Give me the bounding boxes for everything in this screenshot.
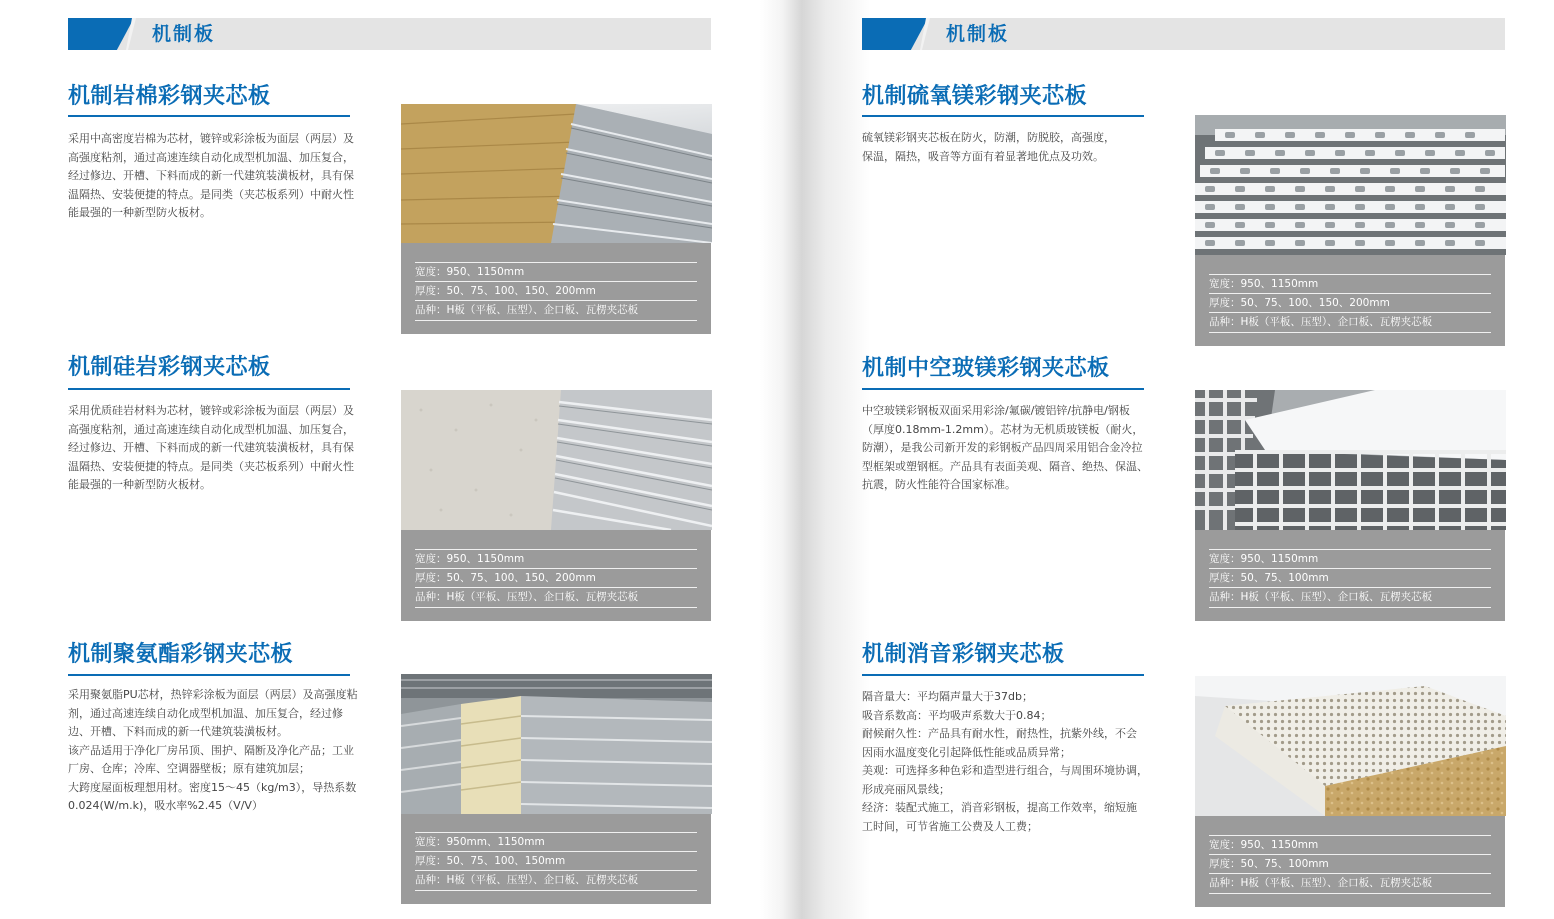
section-description bbox=[68, 402, 368, 495]
section-title: 机制聚氨酯彩钢夹芯板 bbox=[68, 642, 294, 667]
title-underline bbox=[68, 674, 350, 676]
section-title: 机制硫氧镁彩钢夹芯板 bbox=[862, 84, 1088, 109]
description-line: 美观：可选择多种色彩和造型进行组合，与周围环境协调， bbox=[862, 764, 1148, 777]
spec-width: 宽度：950、1150mm bbox=[415, 262, 697, 282]
title-underline bbox=[68, 115, 350, 117]
section-description bbox=[862, 402, 1162, 495]
description-line: 厂房、仓库；冷库、空调器壁板；原有建筑加层； bbox=[68, 762, 310, 775]
title-underline bbox=[68, 388, 350, 390]
description-line: 温隔热、安装便捷的特点。是同类（夹芯板系列）中耐火性 bbox=[68, 459, 354, 473]
description-line: 吸音系数高：平均吸声系数大于0.84； bbox=[862, 708, 1052, 722]
spec-width: 宽度：950、1150mm bbox=[1209, 274, 1491, 294]
spec-variety: 品种：H板（平板、压型）、企口板、瓦楞夹芯板 bbox=[1209, 873, 1491, 894]
spec-thickness: 厚度：50、75、100mm bbox=[1209, 568, 1491, 588]
spec-box bbox=[1195, 255, 1505, 346]
description-line: 剂，通过高速连续自动化成型机加温、加压复合，经过修 bbox=[68, 706, 343, 720]
section-title: 机制硅岩彩钢夹芯板 bbox=[68, 355, 271, 380]
description-line: 抗震，防火性能符合国家标准。 bbox=[862, 478, 1016, 491]
section-title: 机制岩棉彩钢夹芯板 bbox=[68, 84, 271, 109]
section-description bbox=[68, 686, 368, 816]
description-line: 经过修边、开槽、下料而成的新一代建筑装潢板材，具有保 bbox=[68, 169, 354, 182]
description-line: 大跨度屋面板理想用材。密度15～45（kg/m3），导热系数 bbox=[68, 780, 357, 794]
description-line: 高强度粘剂，通过高速连续自动化成型机加温、加压复合， bbox=[68, 150, 354, 164]
section-description bbox=[862, 129, 1162, 166]
spec-width: 宽度：950、1150mm bbox=[1209, 549, 1491, 569]
spec-width: 宽度：950mm、1150mm bbox=[415, 832, 697, 852]
right-header-title: 机制板 bbox=[946, 23, 1010, 45]
description-line: 隔音量大：平均隔声量大于37db； bbox=[862, 690, 1033, 703]
mgso-panel-photo bbox=[1195, 115, 1506, 255]
description-line: 该产品适用于净化厂房吊顶、围护、隔断及净化产品；工业 bbox=[68, 743, 354, 757]
description-line: 工时间，可节省施工公费及人工费； bbox=[862, 819, 1038, 833]
description-line: （厚度0.18mm-1.2mm）。芯材为无机质玻镁板（耐火， bbox=[862, 422, 1144, 436]
description-line: 温隔热、安装便捷的特点。是同类（夹芯板系列）中耐火性 bbox=[68, 187, 354, 201]
description-line: 耐候耐久性：产品具有耐水性，耐热性，抗紫外线，不会 bbox=[862, 727, 1137, 740]
spec-width: 宽度：950、1150mm bbox=[1209, 835, 1491, 855]
spec-variety: 品种：H板（平板、压型）、企口板、瓦楞夹芯板 bbox=[415, 300, 697, 321]
section-description bbox=[862, 688, 1162, 836]
spec-thickness: 厚度：50、75、100、150、200mm bbox=[415, 568, 697, 588]
rockwool-panel-photo bbox=[401, 104, 712, 243]
description-line: 经过修边、开槽、下料而成的新一代建筑装潢板材，具有保 bbox=[68, 441, 354, 454]
description-line: 0.024(W/m.k)，吸水率%2.45（V/V） bbox=[68, 799, 263, 812]
left-page-header bbox=[68, 18, 711, 50]
description-line: 能最强的一种新型防火板材。 bbox=[68, 478, 211, 491]
silica-panel-photo bbox=[401, 390, 712, 530]
hollow-mgo-panel-photo bbox=[1195, 390, 1506, 530]
section-title: 机制中空玻镁彩钢夹芯板 bbox=[862, 356, 1110, 381]
title-underline bbox=[862, 115, 1144, 117]
spec-thickness: 厚度：50、75、100、150、200mm bbox=[1209, 293, 1491, 313]
title-underline bbox=[862, 388, 1144, 390]
section-title: 机制消音彩钢夹芯板 bbox=[862, 642, 1065, 667]
spec-thickness: 厚度：50、75、100、150mm bbox=[415, 851, 697, 871]
description-line: 型框架或塑钢框。产品具有表面美观、隔音、绝热、保温、 bbox=[862, 459, 1148, 473]
right-page-header bbox=[862, 18, 1505, 50]
description-line: 边、开槽、下料而成的新一代建筑装潢板材。 bbox=[68, 725, 288, 738]
description-line: 因雨水温度变化引起降低性能或品质异常； bbox=[862, 745, 1071, 759]
header-tab-accent bbox=[862, 18, 928, 50]
description-line: 保温，隔热，吸音等方面有着显著地优点及功效。 bbox=[862, 149, 1104, 163]
description-line: 防潮），是我公司新开发的彩钢板产品四周采用铝合金冷拉 bbox=[862, 441, 1143, 454]
description-line: 能最强的一种新型防火板材。 bbox=[68, 206, 211, 219]
acoustic-panel-photo bbox=[1195, 676, 1506, 816]
description-line: 采用中高密度岩棉为芯材，镀锌或彩涂板为面层（两层）及 bbox=[68, 132, 354, 145]
spec-box bbox=[401, 243, 711, 334]
spec-width: 宽度：950、1150mm bbox=[415, 549, 697, 569]
spec-box bbox=[401, 530, 711, 621]
description-line: 采用聚氨脂PU芯材，热锌彩涂板为面层（两层）及高强度粘 bbox=[68, 688, 358, 701]
spec-thickness: 厚度：50、75、100、150、200mm bbox=[415, 281, 697, 301]
left-header-title: 机制板 bbox=[152, 23, 216, 45]
description-line: 硫氧镁彩钢夹芯板在防火，防潮，防脱胶，高强度， bbox=[862, 131, 1115, 144]
spec-variety: 品种：H板（平板、压型）、企口板、瓦楞夹芯板 bbox=[1209, 312, 1491, 333]
spec-box bbox=[1195, 530, 1505, 621]
description-line: 采用优质硅岩材料为芯材，镀锌或彩涂板为面层（两层）及 bbox=[68, 404, 354, 417]
spec-variety: 品种：H板（平板、压型）、企口板、瓦楞夹芯板 bbox=[415, 870, 697, 891]
description-line: 形成亮丽风景线； bbox=[862, 782, 950, 796]
header-tab-accent bbox=[68, 18, 134, 50]
description-line: 经济：装配式施工，消音彩钢板，提高工作效率，缩短施 bbox=[862, 801, 1137, 814]
description-line: 中空玻镁彩钢板双面采用彩涂/氟碳/镀铝锌/抗静电/钢板 bbox=[862, 404, 1130, 417]
title-underline bbox=[862, 674, 1144, 676]
spec-thickness: 厚度：50、75、100mm bbox=[1209, 854, 1491, 874]
page-fold-shadow bbox=[760, 0, 870, 919]
section-description bbox=[68, 130, 368, 223]
pu-panel-photo bbox=[401, 674, 712, 814]
spec-variety: 品种：H板（平板、压型）、企口板、瓦楞夹芯板 bbox=[1209, 587, 1491, 608]
spec-box bbox=[401, 814, 711, 904]
description-line: 高强度粘剂，通过高速连续自动化成型机加温、加压复合， bbox=[68, 422, 354, 436]
spec-box bbox=[1195, 816, 1505, 907]
spec-variety: 品种：H板（平板、压型）、企口板、瓦楞夹芯板 bbox=[415, 587, 697, 608]
